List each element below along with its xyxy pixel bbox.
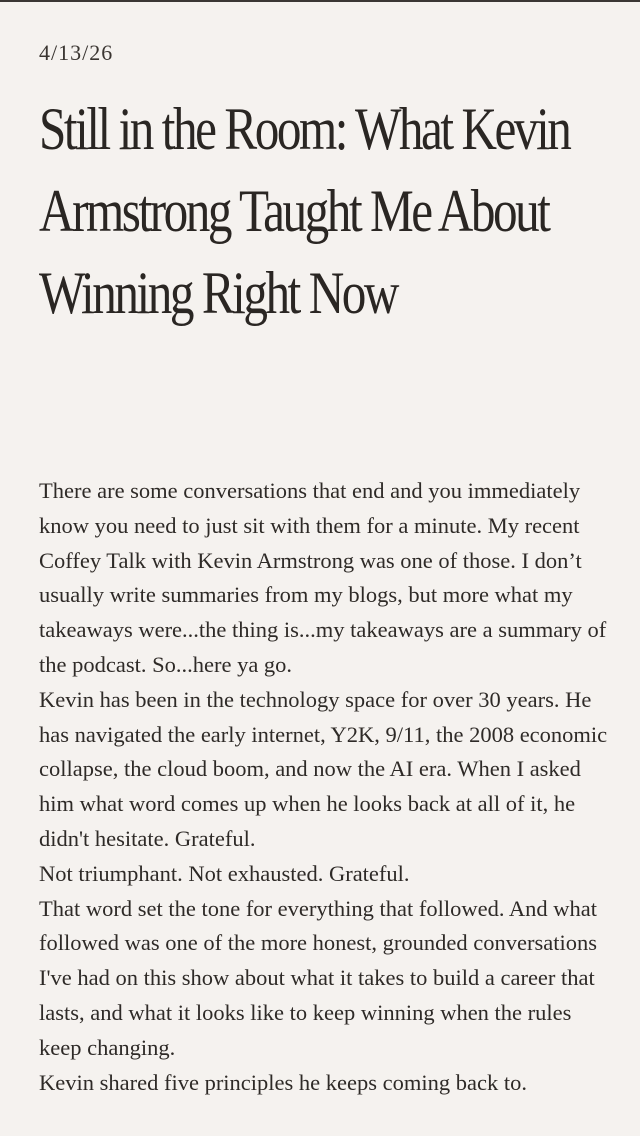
paragraph-principles: Kevin shared five principles he keeps coming back to. [39,1069,527,1095]
article-header [39,38,609,334]
paragraph-intro: There are some conversations that end and you immediately know you need to just sit with them for a minute. My recent Coffey Talk with Kevin Armstrong was one of those. I don’t usually write summaries from my blogs, but more what my takeaways were...the thing is...my takeaways are a summary of the podcast. So...here ya go. [39,478,607,677]
paragraph-grateful: Not triumphant. Not exhausted. Grateful. [39,860,410,886]
paragraph-background: Kevin has been in the technology space for over 30 years. He has navigated the early internet, Y2K, 9/11, the 2008 economic collapse, the cloud boom, and now the AI era. When I asked him what word comes up when he looks back at all of it, he didn't hesitate. Grateful. [39,686,608,851]
article-title: Still in the Room: What Kevin Armstrong Taught Me About Winning Right Now [39,96,570,326]
top-divider [0,0,640,2]
article-body [39,474,611,1100]
paragraph-tone: That word set the tone for everything that followed. And what followed was one of the more honest, grounded conversations I've had on this show about what it takes to build a career that lasts, and what it looks like to keep winning when the rules keep changing. [39,895,597,1060]
post-date: 4/13/26 [39,40,114,65]
